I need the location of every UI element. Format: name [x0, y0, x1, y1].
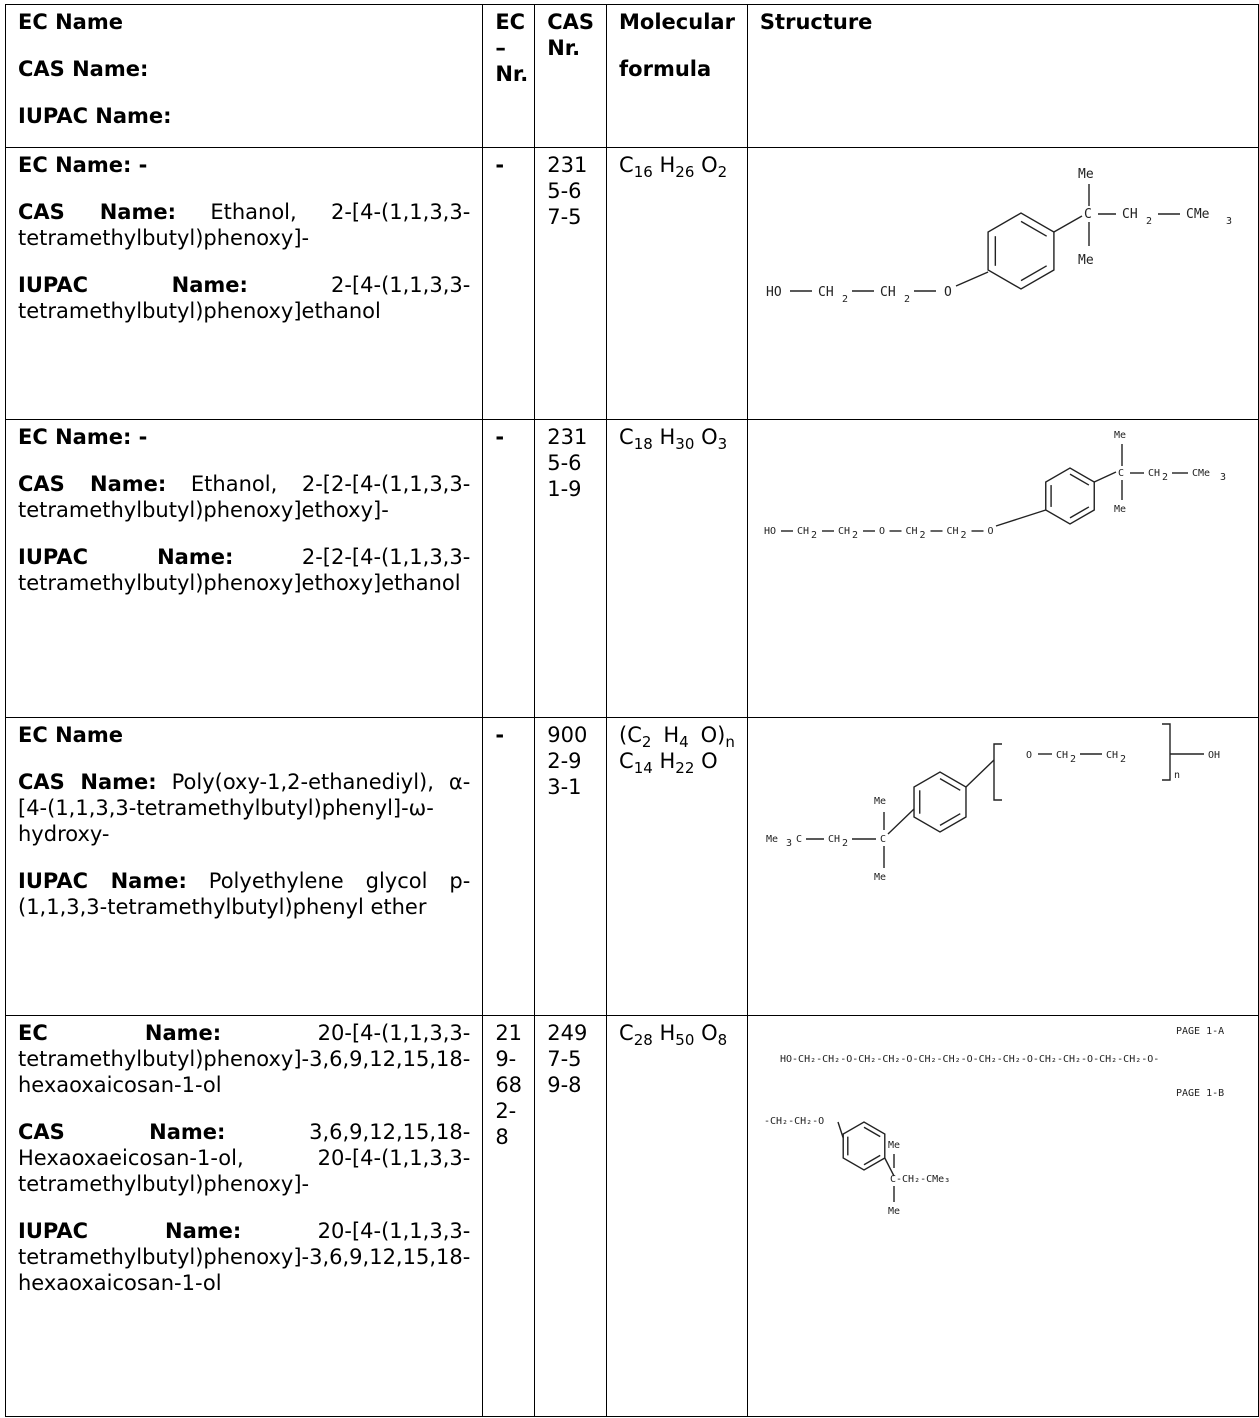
- cas-name-label: CAS Name:: [18, 770, 157, 794]
- subscript: 3: [1225, 216, 1232, 227]
- ec-name: [18, 424, 470, 450]
- structure-cell: [747, 148, 1258, 420]
- benzene-ring: [988, 213, 1054, 289]
- atom-label: Me: [1077, 253, 1094, 268]
- iupac-name-value: Polyethylene glycol p-(1,1,3,3-tetramethylbutyl)phenyl ether: [18, 869, 471, 919]
- atom-label: Me: [1113, 504, 1126, 515]
- header-ec-nr-line1: EC: [495, 10, 526, 34]
- header-cas-nr-line1: CAS: [547, 10, 595, 34]
- atom-label: PAGE 1-B: [1175, 1088, 1225, 1099]
- atom-label: C: [1083, 207, 1092, 222]
- atom-label: O: [943, 285, 952, 300]
- cas-name: [18, 769, 470, 847]
- iupac-name-value: 20-[4-(1,1,3,3-tetramethylbutyl)phenoxy]-3,6,9,12,15,18-hexaoxaicosan-1-ol: [18, 1219, 471, 1295]
- bond-line: [1054, 216, 1082, 232]
- subscript: 2: [1161, 472, 1168, 483]
- bond-line: [864, 1155, 880, 1164]
- subscript: 2: [1119, 754, 1126, 765]
- atom-label: CH: [1147, 468, 1160, 479]
- atom-label: -CH₂-CH₂-O: [763, 1116, 825, 1127]
- atom-label: Me: [765, 834, 778, 845]
- cas-name-label: CAS Name:: [18, 200, 177, 224]
- iupac-name: [18, 272, 470, 324]
- cas-name: [18, 199, 470, 251]
- atom-label: C: [795, 834, 802, 845]
- subscript: 2: [841, 838, 848, 849]
- cas-name: [18, 471, 470, 523]
- atom-label: CH: [946, 526, 959, 537]
- atom-label: CH: [796, 526, 809, 537]
- atom-label: CH: [1121, 207, 1138, 222]
- ec-name: [18, 152, 470, 178]
- atom-label: CH: [1055, 750, 1068, 761]
- substance-table: [5, 4, 1259, 1417]
- header-ec-nr: [483, 5, 535, 148]
- atom-label: PAGE 1-A: [1175, 1026, 1225, 1037]
- atom-label: Me: [887, 1140, 900, 1151]
- table-row: [6, 1016, 1259, 1417]
- atom-label: CH: [817, 285, 834, 300]
- bond-line: [956, 272, 988, 286]
- atom-label: C-CH₂-CMe₃: [889, 1174, 951, 1185]
- atom-label: C: [879, 834, 886, 845]
- header-formula-line2: formula: [619, 57, 712, 81]
- cas-name-value: Ethanol, 2-[4-(1,1,3,3-tetramethylbutyl)phenoxy]-: [18, 200, 471, 250]
- structure-diagram-4: [748, 1016, 1258, 1416]
- atom-label: O: [987, 526, 994, 537]
- cas-name-label: CAS Name:: [18, 1120, 226, 1144]
- header-ec-nr-line3: Nr.: [495, 62, 529, 86]
- cas-nr: 9002-93-1: [535, 718, 607, 1016]
- subscript: 3: [785, 838, 792, 849]
- cas-name-value: Ethanol, 2-[2-[4-(1,1,3,3-tetramethylbutyl)phenoxy]ethoxy]-: [18, 472, 471, 522]
- iupac-name-label: IUPAC Name:: [18, 1219, 242, 1243]
- atom-label: Me: [873, 796, 886, 807]
- structure-diagram-3: [748, 718, 1258, 1015]
- subscript: 2: [1145, 216, 1152, 227]
- atom-label: CH: [879, 285, 896, 300]
- header-formula-line1: Molecular: [619, 10, 735, 34]
- header-cas-nr: [535, 5, 607, 148]
- structure-cell: [747, 718, 1258, 1016]
- atom-label: CH: [1105, 750, 1118, 761]
- subscript: 2: [810, 530, 817, 541]
- ec-nr: -: [483, 718, 535, 1016]
- ec-name-label: EC Name: -: [18, 425, 148, 449]
- molecular-formula: $C_{16}$ $H_{26}$ $O_2$: [607, 148, 748, 420]
- iupac-name: [18, 544, 470, 596]
- ec-nr: -: [483, 420, 535, 718]
- cas-nr: 2315-61-9: [535, 420, 607, 718]
- bond-line: [838, 1122, 843, 1138]
- atom-label: CH: [905, 526, 918, 537]
- ec-nr: -: [483, 148, 535, 420]
- names-cell: [6, 420, 483, 718]
- header-cas-nr-line2: Nr.: [547, 36, 581, 60]
- cas-name-value: 3,6,9,12,15,18-Hexaoxaeicosan-1-ol, 20-[4-(1,1,3,3-tetramethylbutyl)phenoxy]-: [18, 1120, 471, 1196]
- header-cas-name: CAS Name:: [18, 57, 149, 81]
- header-iupac-name: IUPAC Name:: [18, 104, 172, 128]
- atom-label: CH: [837, 526, 850, 537]
- structure-diagram-2: [748, 420, 1258, 717]
- cas-name-label: CAS Name:: [18, 472, 167, 496]
- subscript: 2: [851, 530, 858, 541]
- bond-line: [1021, 266, 1047, 281]
- table-row: [6, 420, 1259, 718]
- subscript: 2: [960, 530, 967, 541]
- bracket-left: [994, 744, 1002, 800]
- cas-name: [18, 1119, 470, 1197]
- ec-name: [18, 1020, 470, 1098]
- subscript: 3: [1219, 472, 1226, 483]
- atom-label: CMe: [1191, 468, 1210, 479]
- ec-nr: 219-682-8: [483, 1016, 535, 1417]
- iupac-name: [18, 868, 470, 920]
- cas-nr: 2497-59-8: [535, 1016, 607, 1417]
- atom-label: HO: [763, 526, 776, 537]
- iupac-name-label: IUPAC Name:: [18, 869, 187, 893]
- bond-line: [996, 510, 1046, 526]
- molecular-formula: $C_{18}$ $H_{30}$ $O_3$: [607, 420, 748, 718]
- bond-line: [1070, 507, 1089, 518]
- header-formula: [607, 5, 748, 148]
- ec-name-value: 20-[4-(1,1,3,3-tetramethylbutyl)phenoxy]-3,6,9,12,15,18-hexaoxaicosan-1-ol: [18, 1021, 471, 1097]
- bond-line: [940, 779, 960, 791]
- atom-label: CMe: [1185, 207, 1210, 222]
- atom-label: Me: [873, 872, 886, 883]
- bond-line: [888, 809, 914, 834]
- bond-line: [966, 760, 994, 787]
- iupac-name-label: IUPAC Name:: [18, 273, 248, 297]
- header-ec-nr-line2: –: [495, 36, 506, 60]
- header-row: [6, 5, 1259, 148]
- atom-label: OH: [1207, 750, 1220, 761]
- structure-cell: [747, 1016, 1258, 1417]
- atom-label: Me: [1113, 430, 1126, 441]
- names-cell: [6, 148, 483, 420]
- ec-name-label: EC Name:: [18, 1021, 222, 1045]
- names-cell: [6, 718, 483, 1016]
- subscript: 2: [903, 294, 910, 305]
- molecular-formula: ($C_2$ $H_4$ $O)_n$ $C_{14}$ $H_{22}$ O: [607, 718, 748, 1016]
- table-row: [6, 148, 1259, 420]
- bond-line: [1070, 474, 1089, 485]
- names-cell: [6, 1016, 483, 1417]
- benzene-ring: [1046, 468, 1094, 524]
- atom-label: C: [1117, 468, 1124, 479]
- table-row: [6, 718, 1259, 1016]
- benzene-ring: [914, 772, 966, 832]
- iupac-name-value: 2-[2-[4-(1,1,3,3-tetramethylbutyl)phenoxy]ethoxy]ethanol: [18, 545, 471, 595]
- structure-diagram-1: [748, 148, 1258, 419]
- structure-cell: [747, 420, 1258, 718]
- atom-label: HO-CH₂-CH₂-O-CH₂-CH₂-O-CH₂-CH₂-O-CH₂-CH₂-O-CH₂-CH₂-O-CH₂-CH₂-O-: [779, 1054, 1160, 1065]
- bracket-right: [1162, 724, 1170, 780]
- bond-line: [1094, 472, 1116, 482]
- iupac-name: [18, 1218, 470, 1296]
- ec-name: [18, 722, 470, 748]
- benzene-ring: [843, 1122, 885, 1170]
- iupac-name-label: IUPAC Name:: [18, 545, 234, 569]
- bond-line: [864, 1127, 880, 1136]
- atom-label: O: [878, 526, 885, 537]
- subscript: 2: [919, 530, 926, 541]
- molecular-formula: $C_{28}$ $H_{50}$ $O_8$: [607, 1016, 748, 1417]
- iupac-name-value: 2-[4-(1,1,3,3-tetramethylbutyl)phenoxy]ethanol: [18, 273, 471, 323]
- ec-name-label: EC Name: [18, 723, 123, 747]
- cas-name-value: Poly(oxy-1,2-ethanediyl), α-[4-(1,1,3,3-tetramethylbutyl)phenyl]-ω-hydroxy-: [18, 770, 471, 846]
- atom-label: Me: [1077, 167, 1094, 182]
- header-structure: Structure: [747, 5, 1258, 148]
- subscript: 2: [1069, 754, 1076, 765]
- bond-line: [1021, 221, 1047, 236]
- subscript: 2: [841, 294, 848, 305]
- atom-label: n: [1173, 770, 1180, 781]
- atom-label: HO: [765, 285, 782, 300]
- cas-nr: 2315-67-5: [535, 148, 607, 420]
- ec-name-label: EC Name: -: [18, 153, 148, 177]
- atom-label: Me: [887, 1206, 900, 1217]
- bond-line: [940, 814, 960, 826]
- atom-label: CH: [827, 834, 840, 845]
- header-names: [6, 5, 483, 148]
- atom-label: O: [1025, 750, 1032, 761]
- header-ec-name: EC Name: [18, 10, 123, 34]
